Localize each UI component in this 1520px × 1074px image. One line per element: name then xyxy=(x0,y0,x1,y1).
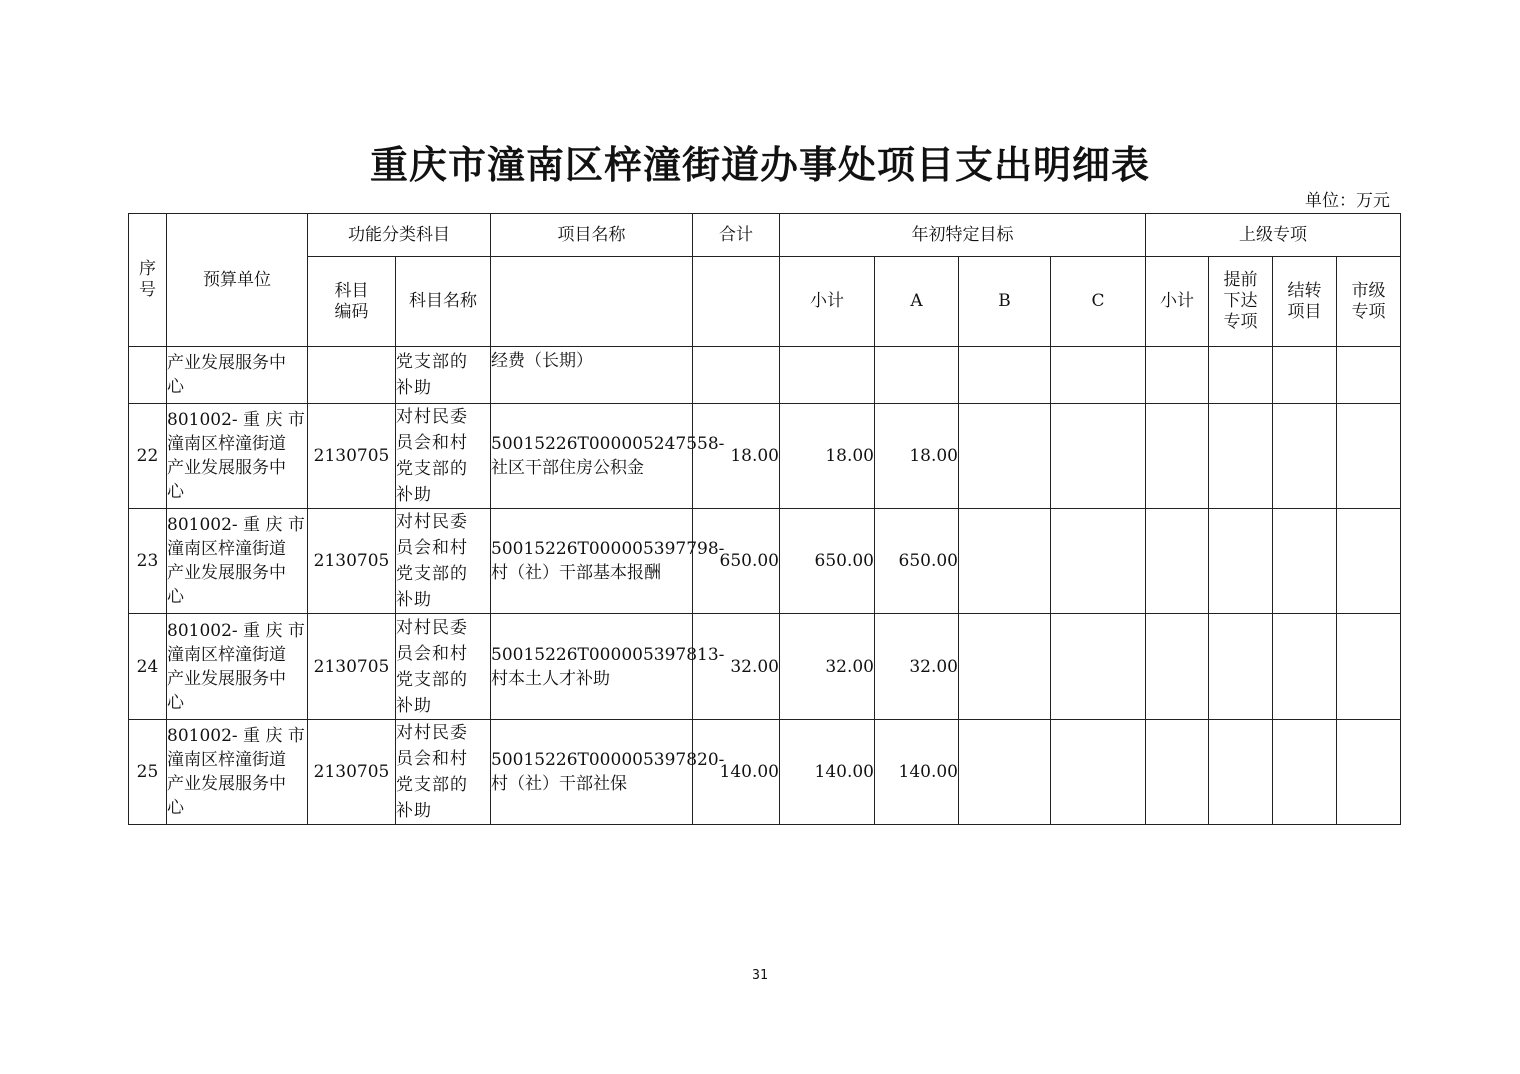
cell-sup-carry xyxy=(1273,347,1337,404)
cell-sup-subtotal xyxy=(1146,509,1209,614)
cell-line: 潼南区梓潼街道 xyxy=(167,539,286,559)
cell-line: 潼南区梓潼街道 xyxy=(167,434,286,454)
header-subject-code-line: 编码 xyxy=(334,301,369,322)
header-total-blank xyxy=(693,257,780,347)
cell-line: 员会和村 xyxy=(396,433,468,453)
cell-line: 村（社）干部基本报酬 xyxy=(491,563,661,583)
table-row xyxy=(129,404,1401,509)
table-row xyxy=(129,614,1401,720)
cell-project-name xyxy=(491,614,725,720)
cell-b xyxy=(959,347,1051,404)
header-sup-subtotal: 小计 xyxy=(1146,257,1209,347)
cell-total: 650.00 xyxy=(693,509,780,614)
cell-line: 补助 xyxy=(396,801,432,821)
cell-line: 50015226T000005397813- xyxy=(491,644,725,665)
cell-subtotal: 18.00 xyxy=(780,404,875,509)
cell-sup-carry xyxy=(1273,720,1337,825)
header-sup-carry-line: 项目 xyxy=(1287,301,1322,322)
cell-line: 潼南区梓潼街道 xyxy=(167,750,286,770)
cell-c xyxy=(1051,509,1146,614)
header-sup-carry-line: 结转 xyxy=(1287,280,1322,301)
cell-b xyxy=(959,404,1051,509)
cell-total xyxy=(693,347,780,404)
cell-line: 党支部的 xyxy=(396,564,468,584)
cell-subject-name xyxy=(396,614,491,720)
cell-subtotal xyxy=(780,347,875,404)
cell-budget-unit xyxy=(167,404,308,509)
cell-line: 社区干部住房公积金 xyxy=(491,458,644,478)
header-target-c: C xyxy=(1051,257,1146,347)
header-seq-line: 序 xyxy=(139,259,156,279)
header-sup-advance-line: 下达 xyxy=(1223,291,1258,311)
cell-line: 心 xyxy=(167,482,184,502)
cell-subtotal: 140.00 xyxy=(780,720,875,825)
cell-sup-carry xyxy=(1273,509,1337,614)
cell-line: 村（社）干部社保 xyxy=(491,774,627,794)
cell-line: 员会和村 xyxy=(396,643,468,664)
cell-sup-advance xyxy=(1209,404,1273,509)
cell-sup-city xyxy=(1337,404,1401,509)
cell-line: 产业发展服务中 xyxy=(167,353,286,373)
cell-b xyxy=(959,614,1051,720)
page-title: 重庆市潼南区梓潼街道办事处项目支出明细表 xyxy=(369,142,1150,187)
cell-line: 党支部的 xyxy=(396,352,468,372)
unit-label: 单位：万元 xyxy=(1305,191,1390,211)
cell-subtotal: 32.00 xyxy=(780,614,875,720)
cell-a: 650.00 xyxy=(875,509,959,614)
cell-seq: 25 xyxy=(129,720,167,825)
cell-code: 2130705 xyxy=(308,614,396,720)
cell-seq: 22 xyxy=(129,404,167,509)
cell-project-name xyxy=(491,509,725,614)
cell-project-name: 经费（长期） xyxy=(491,347,693,404)
cell-line: 产业发展服务中 xyxy=(167,458,286,478)
cell-total: 140.00 xyxy=(693,720,780,825)
cell-line: 党支部的 xyxy=(396,669,468,690)
cell-sup-subtotal xyxy=(1146,614,1209,720)
cell-seq: 23 xyxy=(129,509,167,614)
cell-line: 50015226T000005397798- xyxy=(491,539,725,559)
cell-c xyxy=(1051,347,1146,404)
cell-line: 心 xyxy=(167,377,184,397)
header-budget-unit: 预算单位 xyxy=(167,214,308,347)
cell-line: 潼南区梓潼街道 xyxy=(167,644,286,665)
cell-a xyxy=(875,347,959,404)
cell-line: 心 xyxy=(167,692,184,713)
header-seq xyxy=(129,214,167,347)
cell-sup-advance xyxy=(1209,614,1273,720)
cell-sup-advance xyxy=(1209,509,1273,614)
cell-a: 32.00 xyxy=(875,614,959,720)
cell-c xyxy=(1051,720,1146,825)
cell-subtotal: 650.00 xyxy=(780,509,875,614)
cell-sup-city xyxy=(1337,614,1401,720)
cell-sup-city xyxy=(1337,509,1401,614)
cell-code: 2130705 xyxy=(308,404,396,509)
cell-line: 员会和村 xyxy=(396,538,468,558)
cell-budget-unit xyxy=(167,509,308,614)
cell-subject-name xyxy=(396,347,491,404)
page-number: 31 xyxy=(752,968,768,983)
cell-line: 产业发展服务中 xyxy=(167,563,286,583)
table-row xyxy=(129,509,1401,614)
cell-a: 18.00 xyxy=(875,404,959,509)
header-target-b: B xyxy=(959,257,1051,347)
cell-line: 801002- 重 庆 市 xyxy=(167,410,305,430)
cell-code xyxy=(308,347,396,404)
header-total: 合计 xyxy=(693,214,780,257)
cell-sup-city xyxy=(1337,720,1401,825)
cell-line: 党支部的 xyxy=(396,775,468,795)
cell-b xyxy=(959,720,1051,825)
cell-line: 对村民委 xyxy=(396,512,468,532)
header-subject-code-line: 科目 xyxy=(334,280,369,301)
header-project-name-blank xyxy=(491,257,693,347)
header-superior: 上级专项 xyxy=(1146,214,1401,257)
cell-line: 对村民委 xyxy=(396,407,468,427)
cell-c xyxy=(1051,614,1146,720)
header-sup-city-line: 市级 xyxy=(1351,280,1386,301)
cell-sup-advance xyxy=(1209,720,1273,825)
header-func-class: 功能分类科目 xyxy=(308,214,491,257)
header-sup-advance-line: 提前 xyxy=(1223,270,1258,290)
cell-project-name xyxy=(491,720,725,825)
cell-total: 18.00 xyxy=(693,404,780,509)
expenditure-table xyxy=(128,213,1401,825)
cell-sup-carry xyxy=(1273,614,1337,720)
cell-line: 村本土人才补助 xyxy=(491,668,610,689)
cell-budget-unit xyxy=(167,720,308,825)
header-target-subtotal: 小计 xyxy=(780,257,875,347)
cell-sup-city xyxy=(1337,347,1401,404)
cell-subject-name xyxy=(396,509,491,614)
header-project-name: 项目名称 xyxy=(491,214,693,257)
header-seq-line: 号 xyxy=(139,280,156,300)
table-row xyxy=(129,720,1401,825)
header-subject-name: 科目名称 xyxy=(396,257,491,347)
cell-line: 对村民委 xyxy=(396,723,468,743)
cell-subject-name xyxy=(396,404,491,509)
cell-sup-subtotal xyxy=(1146,720,1209,825)
cell-seq: 24 xyxy=(129,614,167,720)
cell-line: 801002- 重 庆 市 xyxy=(167,726,305,746)
header-sup-city xyxy=(1337,257,1401,347)
header-sup-advance-line: 专项 xyxy=(1223,312,1258,332)
cell-code: 2130705 xyxy=(308,720,396,825)
cell-total: 32.00 xyxy=(693,614,780,720)
header-target-a: A xyxy=(875,257,959,347)
cell-line: 50015226T000005397820- xyxy=(491,750,725,770)
cell-line: 产业发展服务中 xyxy=(167,668,286,689)
header-sup-advance xyxy=(1209,257,1273,347)
cell-code: 2130705 xyxy=(308,509,396,614)
cell-sup-subtotal xyxy=(1146,404,1209,509)
cell-subject-name xyxy=(396,720,491,825)
cell-budget-unit xyxy=(167,347,308,404)
cell-line: 党支部的 xyxy=(396,459,468,479)
header-target: 年初特定目标 xyxy=(780,214,1146,257)
cell-project-name xyxy=(491,404,725,509)
header-subject-code xyxy=(308,257,396,347)
cell-budget-unit xyxy=(167,614,308,720)
cell-line: 补助 xyxy=(396,378,432,398)
cell-line: 801002- 重 庆 市 xyxy=(167,620,305,641)
cell-line: 50015226T000005247558- xyxy=(491,434,725,454)
cell-sup-subtotal xyxy=(1146,347,1209,404)
cell-c xyxy=(1051,404,1146,509)
cell-line: 对村民委 xyxy=(396,617,468,638)
cell-line: 心 xyxy=(167,587,184,607)
cell-line: 补助 xyxy=(396,695,432,716)
table-row-continuation xyxy=(129,347,1401,404)
cell-line: 补助 xyxy=(396,485,432,505)
cell-line: 801002- 重 庆 市 xyxy=(167,515,305,535)
cell-line: 员会和村 xyxy=(396,749,468,769)
cell-line: 补助 xyxy=(396,590,432,610)
header-sup-city-line: 专项 xyxy=(1351,301,1386,322)
header-sup-carry xyxy=(1273,257,1337,347)
cell-line: 产业发展服务中 xyxy=(167,774,286,794)
cell-line: 心 xyxy=(167,798,184,818)
cell-b xyxy=(959,509,1051,614)
cell-seq xyxy=(129,347,167,404)
cell-sup-carry xyxy=(1273,404,1337,509)
cell-a: 140.00 xyxy=(875,720,959,825)
cell-sup-advance xyxy=(1209,347,1273,404)
